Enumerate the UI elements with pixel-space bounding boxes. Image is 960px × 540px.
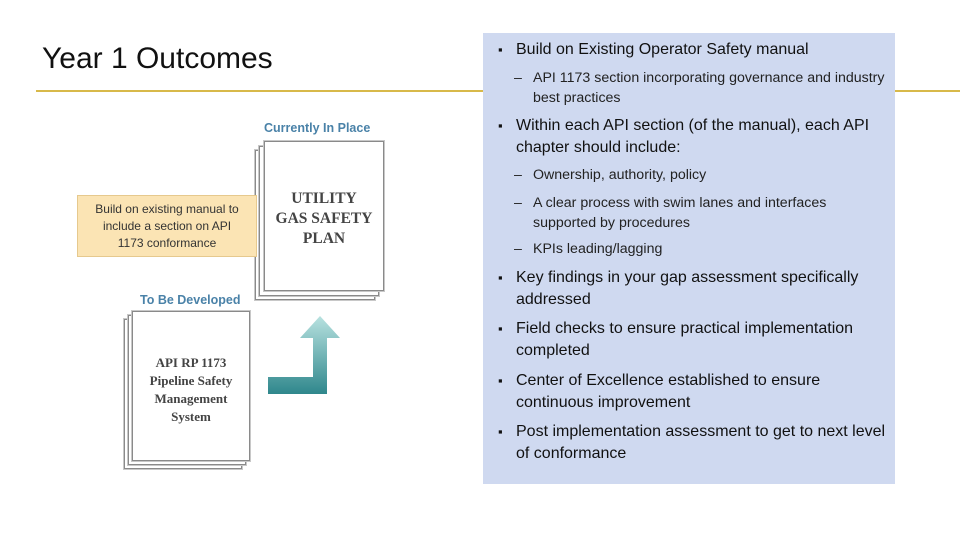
bullet-post-implementation: ▪ Post implementation assessment to get to next level of conformance — [498, 421, 893, 465]
up-arrow-icon — [262, 312, 344, 398]
utility-doc-line-3: PLAN — [302, 230, 346, 247]
bullet-key-findings: ▪ Key findings in your gap assessment specifically addressed — [498, 267, 893, 311]
utility-gas-safety-plan-doc — [264, 141, 384, 291]
page-title: Year 1 Outcomes — [42, 42, 273, 75]
api-doc-line-3: Management — [154, 391, 228, 406]
note-line-2: include a section on API — [102, 219, 232, 233]
bullet-api-section-chapters: ▪ Within each API section (of the manual), each API chapter should include: — [498, 115, 893, 159]
subbullet-ownership: – Ownership, authority, policy — [514, 165, 889, 185]
to-be-developed-label: To Be Developed — [140, 293, 241, 307]
api-doc-line-4: System — [171, 409, 211, 424]
utility-doc-line-1: UTILITY — [291, 190, 357, 207]
build-on-manual-note — [77, 195, 257, 257]
subbullet-clear-process: – A clear process with swim lanes and interfaces supported by procedures — [514, 193, 889, 233]
subbullet-kpis: – KPIs leading/lagging — [514, 239, 889, 259]
bullet-center-of-excellence: ▪ Center of Excellence established to ensure continuous improvement — [498, 370, 893, 414]
subbullet-api-section: – API 1173 section incorporating governance and industry best practices — [514, 68, 889, 108]
note-line-1: Build on existing manual to — [95, 202, 239, 216]
utility-doc-line-2: GAS SAFETY — [275, 210, 373, 227]
currently-in-place-label: Currently In Place — [264, 121, 371, 135]
api-rp-1173-doc — [132, 311, 250, 461]
bullet-field-checks: ▪ Field checks to ensure practical implementation completed — [498, 318, 893, 362]
note-line-3: 1173 conformance — [117, 236, 217, 250]
api-doc-line-2: Pipeline Safety — [149, 373, 233, 388]
bullet-existing-manual: ▪ Build on Existing Operator Safety manual — [498, 39, 893, 61]
api-doc-line-1: API RP 1173 — [155, 355, 227, 370]
